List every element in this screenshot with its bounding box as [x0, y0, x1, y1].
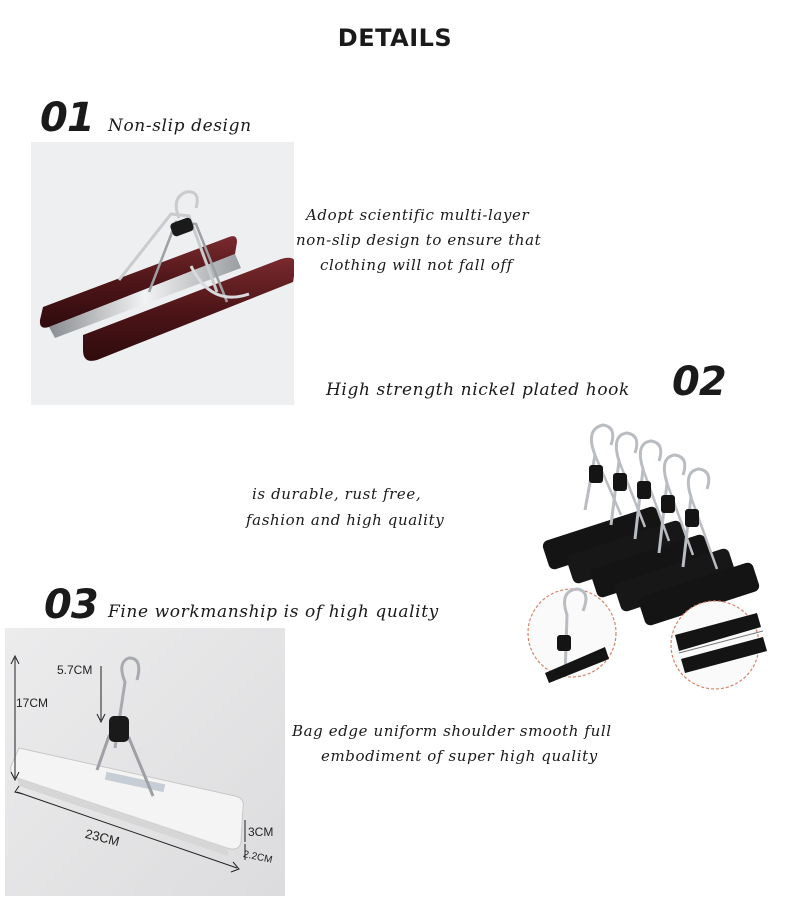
dim-height: 17CM: [16, 696, 49, 710]
mahogany-hanger-image: [31, 142, 294, 405]
section-01-number: 01: [40, 95, 94, 141]
section-03-number: 03: [44, 582, 98, 628]
dim-length: 23CM: [83, 826, 121, 849]
section-02-number: 02: [672, 359, 726, 405]
black-hangers-image: [525, 415, 785, 695]
dim-clip-depth: 2.2CM: [242, 849, 274, 866]
dim-hook-width: 5.7CM: [57, 663, 93, 677]
dim-clip-height: 3CM: [248, 825, 274, 839]
section-01-desc-line-2: non-slip design to ensure that: [296, 231, 542, 249]
section-01-desc-line-3: clothing will not fall off: [320, 256, 513, 274]
white-hanger-dimension-image: [5, 628, 285, 896]
section-03-heading: Fine workmanship is of high quality: [108, 602, 439, 622]
page-title: DETAILS: [337, 24, 453, 52]
section-02-desc-line-2: fashion and high quality: [246, 511, 445, 529]
section-02-heading: High strength nickel plated hook: [326, 380, 630, 400]
section-01-heading: Non-slip design: [108, 116, 252, 136]
section-02-desc-line-1: is durable, rust free,: [252, 485, 422, 503]
section-01-desc-line-1: Adopt scientific multi-layer: [306, 206, 530, 224]
section-03-desc-line-1: Bag edge uniform shoulder smooth full: [292, 722, 612, 740]
section-03-desc-line-2: embodiment of super high quality: [321, 747, 598, 765]
